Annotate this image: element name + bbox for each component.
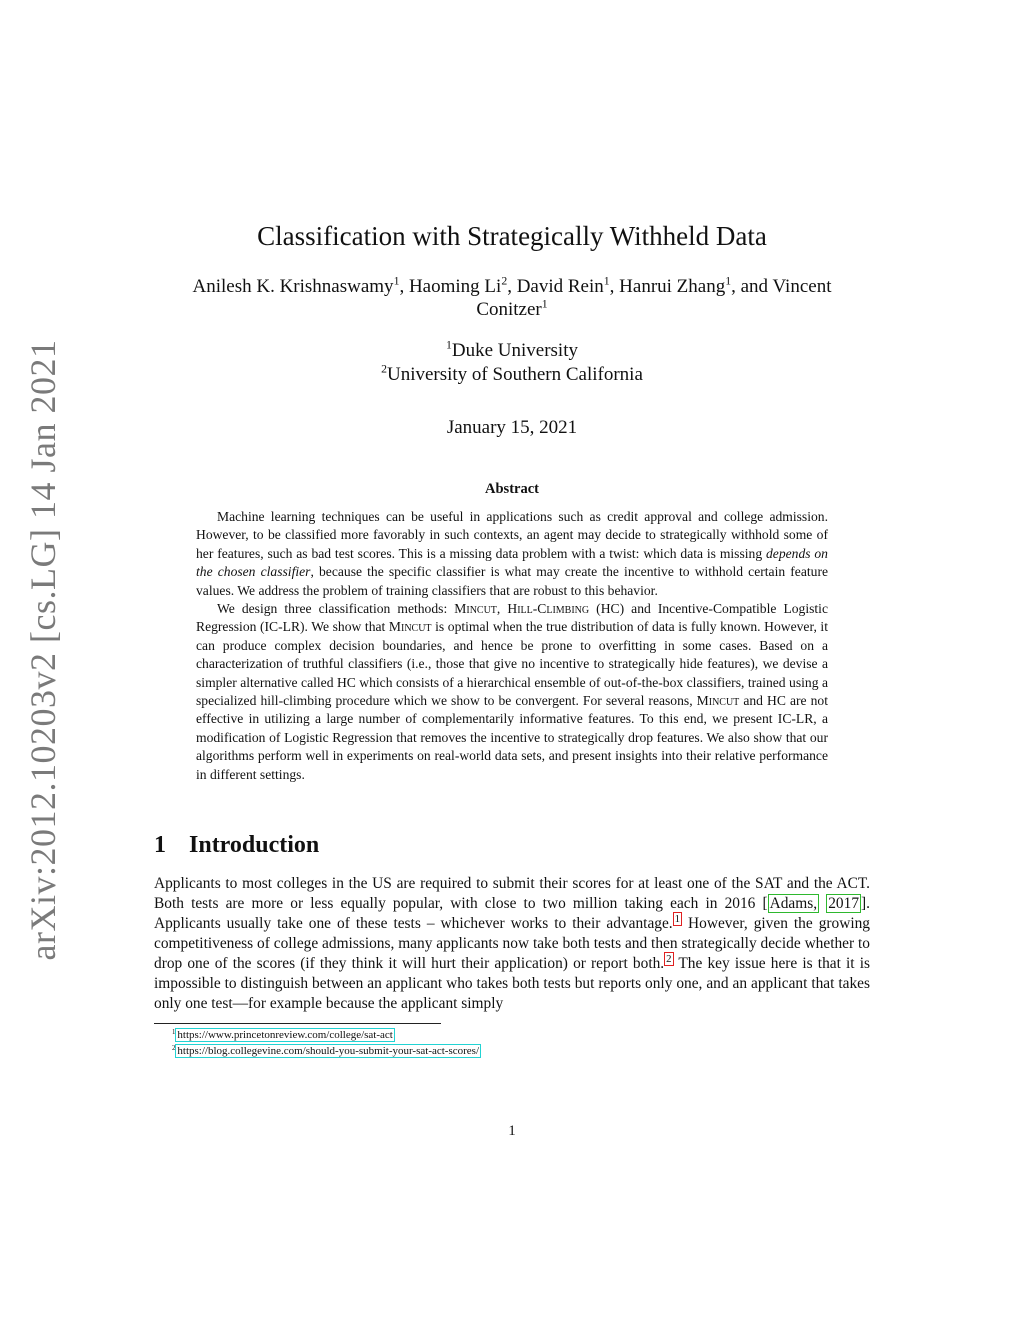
footnote-url-link[interactable]: https://www.princetonreview.com/college/sat-act <box>177 1029 393 1041</box>
affiliation: $^2$University of Southern California <box>381 362 643 385</box>
abstract-paragraph: We design three classification methods: Mincut, Hill-Climbing (HC) and Incentive-Compatible Logistic Regression (IC-LR). We show that Mincut is optimal when the true distribution of data is fully known. However, it can produce complex decision boundaries, and hence be prone to overfitting in some cases. Based on a characterization of truthful classifiers (i.e., those that give no incentive to strategically hide features), we devise a simpler alternative called HC which consists of a hierarchical ensemble of out-of-the-box classifiers, trained using a specialized hill-climbing procedure which we show to be convergent. For several reasons, Mincut and HC are not effective in utilizing a large number of complementarily informative features. To this end, we present IC-LR, a modification of Logistic Regression that removes the incentive to strategically drop features. We also show that our algorithms perform well in experiments on real-world data sets, and present insights into their relative performance in different settings. <box>196 601 828 782</box>
author: Haoming Li$^2$, <box>408 274 517 297</box>
affiliation: $^1$Duke University <box>445 338 578 361</box>
footnote-link[interactable]: 1 <box>674 913 681 926</box>
affiliation-list <box>160 339 864 387</box>
section-title: Introduction <box>189 832 320 858</box>
abstract-heading: Abstract <box>485 481 539 497</box>
citation-link[interactable]: 2017 <box>828 895 860 912</box>
page-number: 1 <box>508 1123 516 1139</box>
arxiv-identifier-stamp: arXiv:2012.10203v2 [cs.LG] 14 Jan 2021 <box>23 339 63 961</box>
paper-title: Classification with Strategically Withheld Data <box>257 221 767 251</box>
footnote-url-link[interactable]: https://blog.collegevine.com/should-you-submit-your-sat-act-scores/ <box>177 1045 480 1057</box>
abstract-paragraph: Machine learning techniques can be useful in applications such as credit approval and college admission. However, to be classified more favorably in such contexts, an agent may decide to strategically withhold some of her features, such as bad test scores. This is a missing data problem with a twist: which data is missing depends on the chosen classifier, because the specific classifier is what may create the incentive to withhold certain feature values. We address the problem of training classifiers that are robust to this behavior. <box>196 509 829 598</box>
citation-link[interactable]: Adams, <box>769 895 818 912</box>
author: David Rein$^1$, <box>516 274 620 297</box>
author: Anilesh K. Krishnaswamy$^1$, <box>192 274 409 297</box>
author-list <box>160 275 864 321</box>
paper-date: January 15, 2021 <box>446 417 578 438</box>
author: Hanrui Zhang$^1$, and <box>619 274 773 297</box>
author: Vincent Conitzer$^1$ <box>476 276 832 320</box>
footnote: $^2$ https://blog.collegevine.com/should-you-submit-your-sat-act-scores/ <box>172 1044 480 1057</box>
intro-paragraph: Applicants to most colleges in the US are required to submit their scores for at least one of the SAT and the ACT. Both tests are more or less equally popular, with close to two million taking each in 2016 [ Adams, 2017 ]. Applicants usually take one of these tests – whichever works to their advantage. $^1$ However, given the growing competitiveness of college admissions, many applicants now take both tests and then strategically decide whether to drop one of the scores (if they think it will hurt their application) or report both. $^2$ The key issue here is that it is impossible to distinguish between an applicant who takes both tests but reports only one, and an applicant that takes only one test—for example because the applicant simply <box>154 875 870 1012</box>
section-heading <box>154 830 319 860</box>
footnote-link[interactable]: 2 <box>666 953 672 966</box>
abstract-body <box>196 508 828 784</box>
footnote-divider <box>154 1023 441 1024</box>
footnote: $^1$ https://www.princetonreview.com/college/sat-act <box>172 1028 393 1041</box>
section-number: 1 <box>154 832 166 858</box>
